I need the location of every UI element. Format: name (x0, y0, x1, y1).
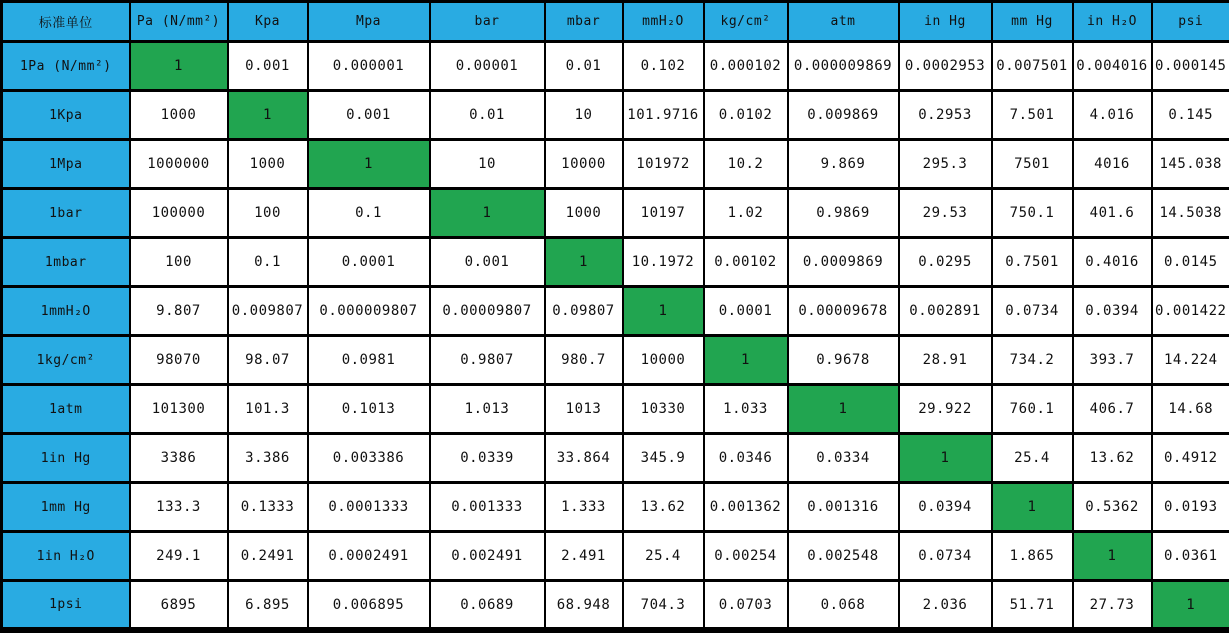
conversion-value-cell: 0.001333 (430, 483, 545, 532)
conversion-value-cell: 10 (545, 91, 623, 140)
conversion-value-cell: 1.033 (704, 385, 788, 434)
conversion-value-cell: 3.386 (228, 434, 308, 483)
conversion-value-cell: 0.9807 (430, 336, 545, 385)
conversion-value-cell: 0.1013 (308, 385, 430, 434)
conversion-value-cell: 0.00102 (704, 238, 788, 287)
conversion-value-cell: 0.00001 (430, 42, 545, 91)
conversion-value-cell: 10 (430, 140, 545, 189)
conversion-value-cell: 1013 (545, 385, 623, 434)
conversion-value-cell: 1000 (545, 189, 623, 238)
column-header-10: in H₂O (1073, 2, 1152, 42)
conversion-value-cell: 14.5038 (1152, 189, 1229, 238)
conversion-value-cell: 0.0981 (308, 336, 430, 385)
conversion-value-cell: 0.000009869 (788, 42, 899, 91)
table-row (2, 483, 1229, 532)
diagonal-identity-cell: 1 (992, 483, 1073, 532)
diagonal-identity-cell: 1 (430, 189, 545, 238)
row-label: 1in Hg (2, 434, 130, 483)
conversion-value-cell: 760.1 (992, 385, 1073, 434)
diagonal-identity-cell: 1 (228, 91, 308, 140)
table-row (2, 91, 1229, 140)
conversion-value-cell: 1.333 (545, 483, 623, 532)
conversion-value-cell: 101300 (130, 385, 228, 434)
conversion-value-cell: 0.0689 (430, 581, 545, 630)
conversion-value-cell: 0.102 (623, 42, 704, 91)
column-header-6: kg/cm² (704, 2, 788, 42)
conversion-value-cell: 13.62 (623, 483, 704, 532)
conversion-value-cell: 0.9869 (788, 189, 899, 238)
conversion-value-cell: 345.9 (623, 434, 704, 483)
conversion-value-cell: 406.7 (1073, 385, 1152, 434)
table-row (2, 238, 1229, 287)
conversion-value-cell: 0.5362 (1073, 483, 1152, 532)
conversion-value-cell: 0.002548 (788, 532, 899, 581)
conversion-value-cell: 2.491 (545, 532, 623, 581)
conversion-value-cell: 0.001 (430, 238, 545, 287)
conversion-value-cell: 0.0002491 (308, 532, 430, 581)
conversion-value-cell: 0.01 (545, 42, 623, 91)
table-row (2, 140, 1229, 189)
table-row (2, 336, 1229, 385)
conversion-value-cell: 25.4 (992, 434, 1073, 483)
conversion-value-cell: 0.2953 (899, 91, 992, 140)
conversion-value-cell: 100 (228, 189, 308, 238)
column-header-0: Pa (N/mm²) (130, 2, 228, 42)
conversion-value-cell: 0.0346 (704, 434, 788, 483)
conversion-value-cell: 0.0703 (704, 581, 788, 630)
table-row (2, 581, 1229, 630)
conversion-value-cell: 0.09807 (545, 287, 623, 336)
row-label: 1in H₂O (2, 532, 130, 581)
column-header-5: mmH₂O (623, 2, 704, 42)
conversion-value-cell: 101.3 (228, 385, 308, 434)
conversion-value-cell: 0.01 (430, 91, 545, 140)
conversion-value-cell: 29.922 (899, 385, 992, 434)
conversion-value-cell: 0.007501 (992, 42, 1073, 91)
conversion-value-cell: 0.001422 (1152, 287, 1229, 336)
diagonal-identity-cell: 1 (308, 140, 430, 189)
conversion-value-cell: 133.3 (130, 483, 228, 532)
conversion-value-cell: 101.9716 (623, 91, 704, 140)
conversion-value-cell: 295.3 (899, 140, 992, 189)
conversion-value-cell: 704.3 (623, 581, 704, 630)
table-row (2, 189, 1229, 238)
conversion-value-cell: 10.2 (704, 140, 788, 189)
conversion-value-cell: 0.0102 (704, 91, 788, 140)
conversion-value-cell: 10000 (623, 336, 704, 385)
conversion-value-cell: 10330 (623, 385, 704, 434)
conversion-value-cell: 6895 (130, 581, 228, 630)
conversion-value-cell: 0.0001333 (308, 483, 430, 532)
diagonal-identity-cell: 1 (130, 42, 228, 91)
conversion-value-cell: 0.000009807 (308, 287, 430, 336)
row-label: 1psi (2, 581, 130, 630)
conversion-value-cell: 100 (130, 238, 228, 287)
row-label: 1kg/cm² (2, 336, 130, 385)
column-header-8: in Hg (899, 2, 992, 42)
column-header-11: psi (1152, 2, 1229, 42)
conversion-value-cell: 0.0145 (1152, 238, 1229, 287)
conversion-value-cell: 0.2491 (228, 532, 308, 581)
table-row (2, 42, 1229, 91)
conversion-value-cell: 980.7 (545, 336, 623, 385)
conversion-value-cell: 14.224 (1152, 336, 1229, 385)
column-header-9: mm Hg (992, 2, 1073, 42)
conversion-value-cell: 0.00009807 (430, 287, 545, 336)
conversion-value-cell: 0.0009869 (788, 238, 899, 287)
conversion-value-cell: 0.001362 (704, 483, 788, 532)
conversion-value-cell: 0.006895 (308, 581, 430, 630)
conversion-value-cell: 249.1 (130, 532, 228, 581)
conversion-value-cell: 0.145 (1152, 91, 1229, 140)
column-header-4: mbar (545, 2, 623, 42)
conversion-value-cell: 28.91 (899, 336, 992, 385)
conversion-value-cell: 0.001316 (788, 483, 899, 532)
conversion-value-cell: 0.000145 (1152, 42, 1229, 91)
conversion-value-cell: 0.0361 (1152, 532, 1229, 581)
row-label: 1Mpa (2, 140, 130, 189)
conversion-value-cell: 0.9678 (788, 336, 899, 385)
conversion-value-cell: 0.000102 (704, 42, 788, 91)
conversion-value-cell: 9.807 (130, 287, 228, 336)
conversion-value-cell: 0.4016 (1073, 238, 1152, 287)
conversion-value-cell: 2.036 (899, 581, 992, 630)
diagonal-identity-cell: 1 (623, 287, 704, 336)
table-row (2, 385, 1229, 434)
conversion-value-cell: 0.002491 (430, 532, 545, 581)
conversion-value-cell: 0.000001 (308, 42, 430, 91)
conversion-value-cell: 0.004016 (1073, 42, 1152, 91)
row-label: 1mbar (2, 238, 130, 287)
row-label: 1mm Hg (2, 483, 130, 532)
conversion-value-cell: 0.009807 (228, 287, 308, 336)
conversion-value-cell: 0.0295 (899, 238, 992, 287)
conversion-value-cell: 0.00254 (704, 532, 788, 581)
conversion-value-cell: 145.038 (1152, 140, 1229, 189)
conversion-value-cell: 4.016 (1073, 91, 1152, 140)
conversion-value-cell: 33.864 (545, 434, 623, 483)
column-header-2: Mpa (308, 2, 430, 42)
conversion-value-cell: 10.1972 (623, 238, 704, 287)
column-header-7: atm (788, 2, 899, 42)
conversion-value-cell: 9.869 (788, 140, 899, 189)
conversion-value-cell: 10197 (623, 189, 704, 238)
conversion-value-cell: 25.4 (623, 532, 704, 581)
conversion-value-cell: 0.0734 (992, 287, 1073, 336)
diagonal-identity-cell: 1 (704, 336, 788, 385)
conversion-value-cell: 7.501 (992, 91, 1073, 140)
conversion-value-cell: 6.895 (228, 581, 308, 630)
column-header-1: Kpa (228, 2, 308, 42)
diagonal-identity-cell: 1 (899, 434, 992, 483)
conversion-value-cell: 0.0394 (899, 483, 992, 532)
diagonal-identity-cell: 1 (1073, 532, 1152, 581)
row-label: 1mmH₂O (2, 287, 130, 336)
conversion-value-cell: 10000 (545, 140, 623, 189)
conversion-value-cell: 0.1 (228, 238, 308, 287)
conversion-value-cell: 4016 (1073, 140, 1152, 189)
row-label: 1Kpa (2, 91, 130, 140)
conversion-value-cell: 401.6 (1073, 189, 1152, 238)
conversion-value-cell: 98070 (130, 336, 228, 385)
row-label: 1Pa (N/mm²) (2, 42, 130, 91)
conversion-value-cell: 100000 (130, 189, 228, 238)
table-row (2, 434, 1229, 483)
conversion-value-cell: 1.013 (430, 385, 545, 434)
conversion-value-cell: 68.948 (545, 581, 623, 630)
conversion-value-cell: 29.53 (899, 189, 992, 238)
conversion-value-cell: 0.0339 (430, 434, 545, 483)
table-row (2, 287, 1229, 336)
conversion-value-cell: 0.0734 (899, 532, 992, 581)
conversion-value-cell: 0.0001 (308, 238, 430, 287)
conversion-value-cell: 1000 (130, 91, 228, 140)
conversion-value-cell: 51.71 (992, 581, 1073, 630)
conversion-value-cell: 0.001 (308, 91, 430, 140)
conversion-value-cell: 0.0193 (1152, 483, 1229, 532)
conversion-value-cell: 1000000 (130, 140, 228, 189)
row-label: 1atm (2, 385, 130, 434)
conversion-value-cell: 1000 (228, 140, 308, 189)
conversion-value-cell: 1.865 (992, 532, 1073, 581)
conversion-value-cell: 0.0334 (788, 434, 899, 483)
conversion-value-cell: 27.73 (1073, 581, 1152, 630)
conversion-value-cell: 0.0394 (1073, 287, 1152, 336)
conversion-value-cell: 393.7 (1073, 336, 1152, 385)
conversion-value-cell: 3386 (130, 434, 228, 483)
conversion-value-cell: 0.002891 (899, 287, 992, 336)
conversion-value-cell: 0.1 (308, 189, 430, 238)
conversion-value-cell: 0.003386 (308, 434, 430, 483)
diagonal-identity-cell: 1 (1152, 581, 1229, 630)
diagonal-identity-cell: 1 (788, 385, 899, 434)
conversion-value-cell: 750.1 (992, 189, 1073, 238)
conversion-value-cell: 13.62 (1073, 434, 1152, 483)
conversion-value-cell: 0.001 (228, 42, 308, 91)
conversion-value-cell: 101972 (623, 140, 704, 189)
diagonal-identity-cell: 1 (545, 238, 623, 287)
corner-header: 标准单位 (2, 2, 130, 42)
conversion-value-cell: 0.4912 (1152, 434, 1229, 483)
conversion-value-cell: 0.00009678 (788, 287, 899, 336)
conversion-value-cell: 0.0002953 (899, 42, 992, 91)
table-row (2, 532, 1229, 581)
conversion-value-cell: 14.68 (1152, 385, 1229, 434)
conversion-value-cell: 0.068 (788, 581, 899, 630)
conversion-value-cell: 7501 (992, 140, 1073, 189)
row-label: 1bar (2, 189, 130, 238)
conversion-value-cell: 98.07 (228, 336, 308, 385)
conversion-value-cell: 0.1333 (228, 483, 308, 532)
conversion-value-cell: 0.7501 (992, 238, 1073, 287)
column-header-3: bar (430, 2, 545, 42)
conversion-value-cell: 0.0001 (704, 287, 788, 336)
conversion-value-cell: 1.02 (704, 189, 788, 238)
conversion-value-cell: 0.009869 (788, 91, 899, 140)
header-row (2, 2, 1229, 42)
conversion-value-cell: 734.2 (992, 336, 1073, 385)
